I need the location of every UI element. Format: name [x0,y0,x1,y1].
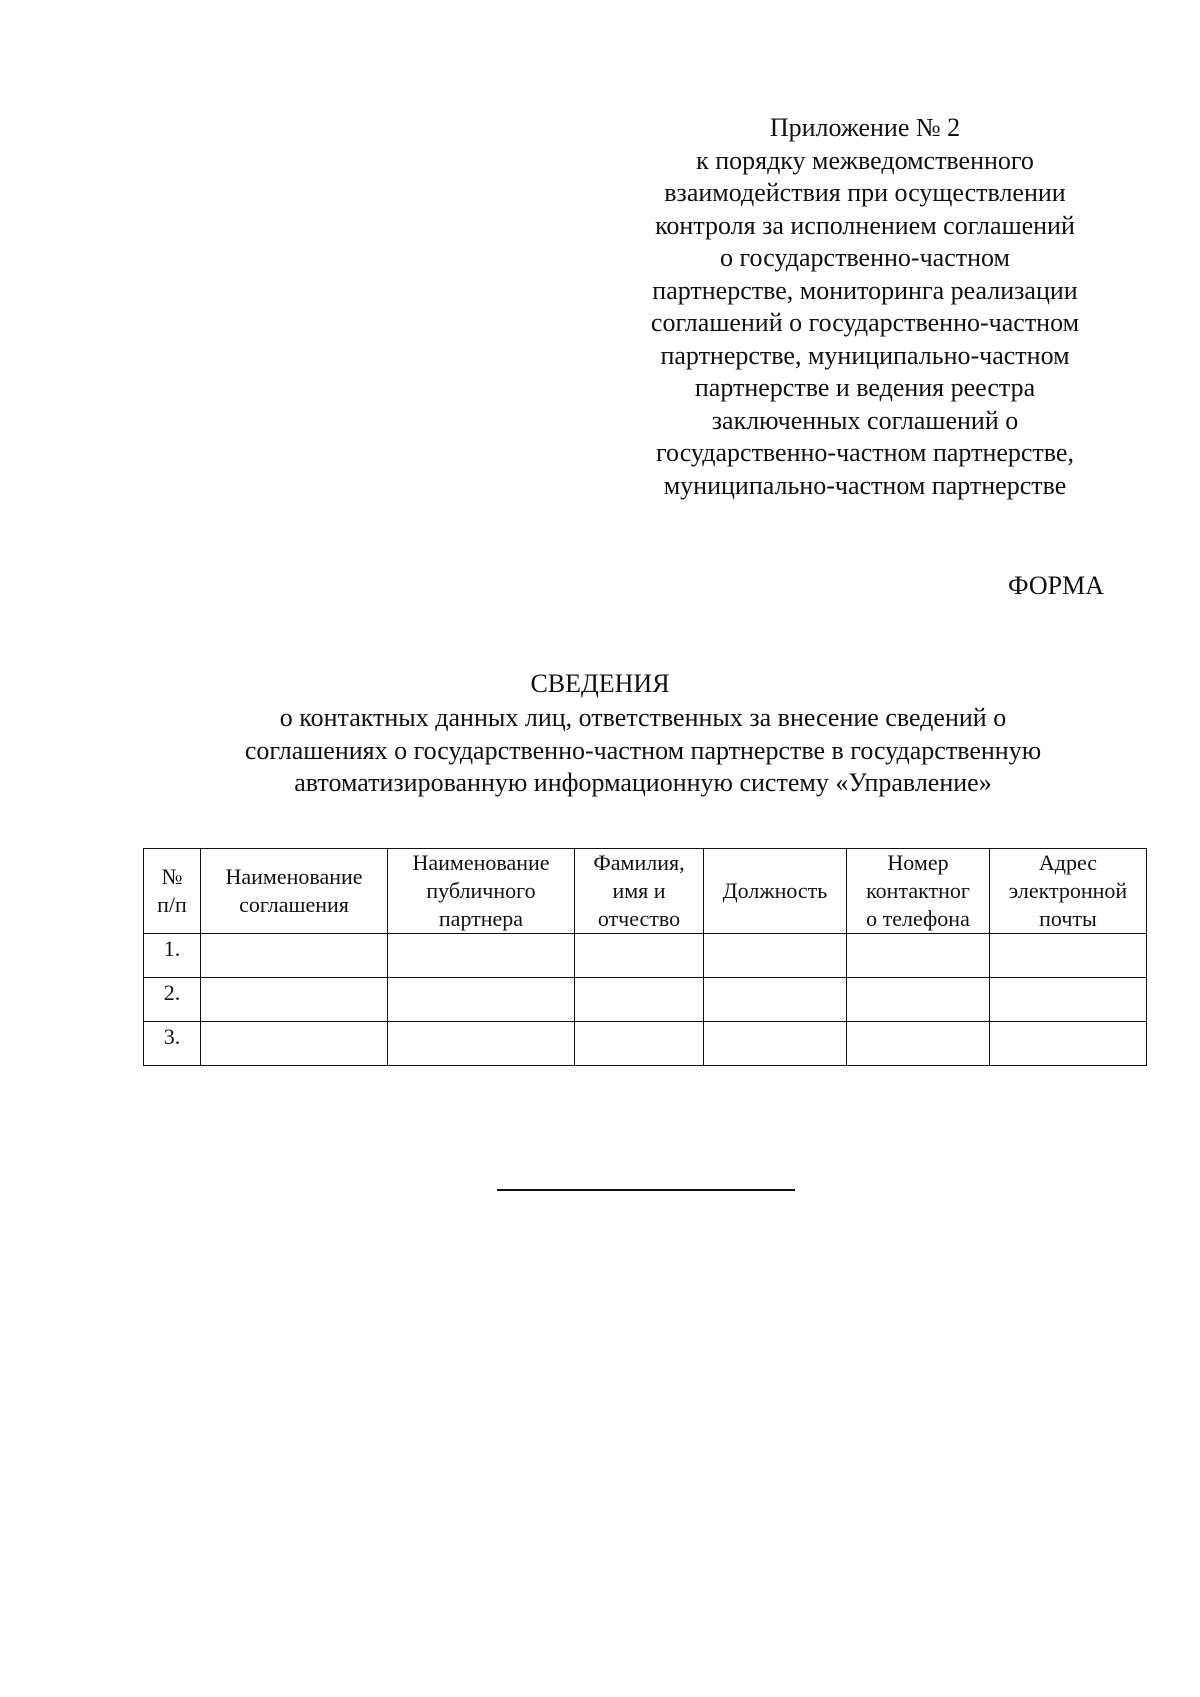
cell-full-name[interactable] [575,934,704,978]
cell-position[interactable] [704,934,847,978]
column-header-public-partner [388,849,575,934]
table-row [144,1022,1147,1066]
appendix-line: партнерстве, мониторинга реализации [652,275,1078,305]
cell-agreement-name[interactable] [201,934,388,978]
header-line: о телефона [866,906,970,931]
appendix-heading [630,112,1100,502]
cell-email[interactable] [990,934,1147,978]
header-line: Адрес [1038,850,1098,875]
row-number: 3. [144,1022,201,1066]
header-line: Наименование [225,864,363,889]
cell-public-partner[interactable] [388,978,575,1022]
appendix-line: государственно-частном партнерстве, [656,438,1074,467]
header-line: Номер [887,850,949,875]
header-line: п/п [157,892,187,917]
header-line: публичного [426,878,536,903]
cell-phone[interactable] [847,1022,990,1066]
cell-full-name[interactable] [575,1022,704,1066]
cell-public-partner[interactable] [388,934,575,978]
cell-agreement-name[interactable] [201,1022,388,1066]
table-row [144,934,1147,978]
cell-agreement-name[interactable] [201,978,388,1022]
cell-phone[interactable] [847,978,990,1022]
header-line: контактног [866,878,970,903]
column-header-position [704,849,847,934]
appendix-line: заключенных соглашений о [711,405,1019,435]
appendix-line: партнерстве и ведения реестра [694,373,1036,402]
form-label: ФОРМА [1008,571,1104,600]
header-line: Должность [722,878,828,903]
column-header-number [144,849,201,934]
header-line: отчество [597,906,681,931]
header-line: соглашения [239,892,349,917]
appendix-line: муниципально-частном партнерстве [663,470,1067,500]
cell-email[interactable] [990,1022,1147,1066]
cell-public-partner[interactable] [388,1022,575,1066]
document-title: СВЕДЕНИЯ [530,669,670,698]
cell-email[interactable] [990,978,1147,1022]
column-header-agreement-name [201,849,388,934]
header-line: Фамилия, [593,850,685,875]
subtitle-line: соглашениях о государственно-частном партнерстве в государственную [244,735,1042,765]
header-line: почты [1039,906,1097,931]
cell-full-name[interactable] [575,978,704,1022]
header-line: партнера [438,906,524,931]
subtitle-line: о контактных данных лиц, ответственных за внесение сведений о [279,703,1007,732]
contacts-table [143,848,1147,1066]
header-line: имя и [612,878,666,903]
cell-phone[interactable] [847,934,990,978]
row-number: 1. [144,934,201,978]
cell-position[interactable] [704,978,847,1022]
appendix-line: соглашений о государственно-частном [650,308,1080,337]
appendix-line: о государственно-частном [720,243,1010,272]
appendix-line: к порядку межведомственного [696,145,1034,175]
header-line: № [161,864,183,889]
cell-position[interactable] [704,1022,847,1066]
column-header-full-name [575,849,704,934]
table-header-row [144,849,1147,934]
column-header-phone [847,849,990,934]
appendix-line: партнерстве, муниципально-частном [660,340,1070,370]
appendix-line: взаимодействия при осуществлении [664,178,1066,207]
appendix-line: Приложение № 2 [769,113,961,142]
appendix-line: контроля за исполнением соглашений [655,210,1075,240]
header-line: электронной [1008,878,1128,903]
closing-separator-line [497,1189,795,1191]
header-line: Наименование [412,850,550,875]
row-number: 2. [144,978,201,1022]
column-header-email [990,849,1147,934]
document-subtitle [0,702,1200,800]
table-row [144,978,1147,1022]
subtitle-line: автоматизированную информационную систему «Управление» [294,768,992,797]
